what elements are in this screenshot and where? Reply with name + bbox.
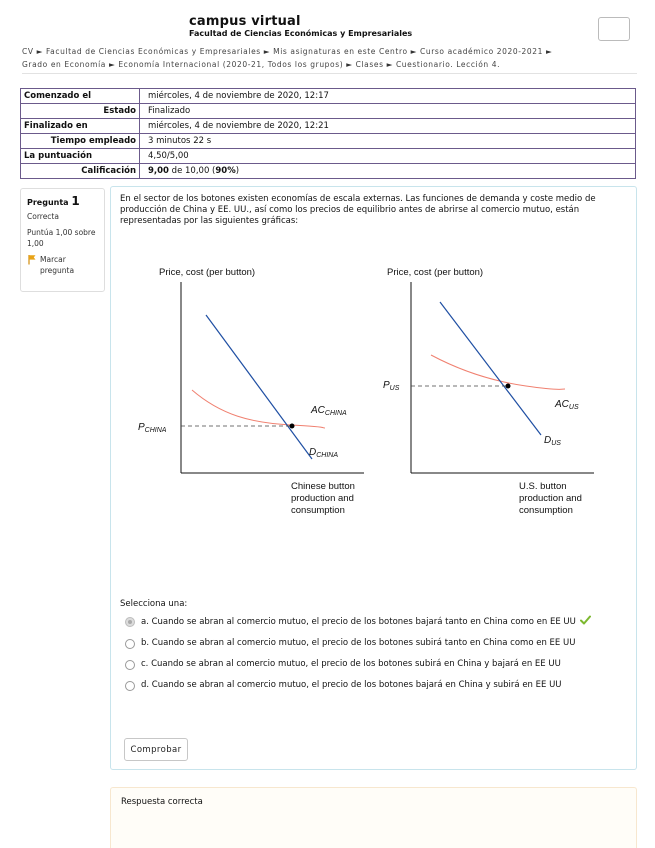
answer-options (125, 615, 625, 700)
answer-option-b[interactable] (125, 637, 625, 650)
breadcrumb-separator-icon: ► (263, 47, 271, 56)
feedback-text: Respuesta correcta (121, 797, 203, 807)
summary-value: Finalizado (140, 104, 636, 119)
summary-label: Estado (21, 104, 140, 119)
question-number-value: 1 (71, 194, 80, 208)
flag-label: Marcar pregunta (40, 255, 75, 275)
answer-option-c[interactable] (125, 658, 625, 671)
header-divider (22, 73, 637, 74)
us-ac-curve (431, 355, 565, 389)
breadcrumb-item[interactable]: Economía Internacional (2020-21, Todos los grupos) (118, 60, 344, 69)
breadcrumb-item[interactable]: Mis asignaturas en este Centro (273, 47, 408, 56)
summary-value: 4,50/5,00 (140, 149, 636, 164)
answer-label-b: b. Cuando se abran al comercio mutuo, el precio de los botones subirá tanto en China como en EE UU (141, 638, 576, 648)
summary-label: La puntuación (21, 149, 140, 164)
breadcrumb-item[interactable]: Facultad de Ciencias Económicas y Empresariales (45, 47, 261, 56)
breadcrumb-item[interactable]: Curso académico 2020-2021 (420, 47, 544, 56)
question-state: Correcta (27, 212, 59, 221)
radio-button-b[interactable] (125, 639, 135, 649)
china-ac-label: $AC_{CHINA}$ (311, 405, 347, 417)
china-demand-line (206, 315, 312, 459)
answer-label-c: c. Cuando se abran al comercio mutuo, el precio de los botones subirá en China y bajará en EE UU (141, 659, 561, 669)
summary-label: Comenzado el (21, 89, 140, 104)
header-menu-button[interactable] (598, 17, 630, 41)
answer-label-d: d. Cuando se abran al comercio mutuo, el precio de los botones bajará en China y subirá en EE UU (141, 680, 562, 690)
breadcrumb-separator-icon: ► (546, 47, 553, 56)
site-title[interactable]: campus virtual (189, 14, 301, 29)
table-row (21, 89, 636, 104)
answer-label-a: a. Cuando se abran al comercio mutuo, el precio de los botones bajará tanto en China como en EE UU (141, 615, 591, 629)
question-number (27, 194, 98, 208)
table-row (21, 119, 636, 134)
china-price-label: $P_{CHINA}$ (138, 422, 167, 434)
summary-value: 3 minutos 22 s (140, 134, 636, 149)
summary-label: Tiempo empleado (21, 134, 140, 149)
us-graph (383, 267, 594, 516)
grade-score: 9,00 (148, 166, 169, 176)
table-row (21, 104, 636, 119)
question-grade: Puntúa 1,00 sobre 1,00 (27, 228, 96, 248)
china-ac-curve (192, 390, 325, 428)
grade-percent: 90% (215, 166, 236, 176)
grade-close: ) (235, 166, 240, 176)
china-graph (138, 267, 364, 516)
breadcrumb-separator-icon: ► (36, 47, 43, 56)
china-equilibrium-point (290, 424, 295, 429)
summary-value: miércoles, 4 de noviembre de 2020, 12:17 (140, 89, 636, 104)
us-price-label: $P_{US}$ (383, 380, 400, 392)
page-header (0, 0, 655, 90)
attempt-summary-table (20, 88, 636, 179)
us-demand-label: $D_{US}$ (544, 435, 561, 447)
breadcrumb-separator-icon: ► (108, 60, 116, 69)
flag-question-link[interactable] (27, 254, 98, 276)
china-demand-label: $D_{CHINA}$ (309, 447, 339, 459)
us-demand-line (440, 302, 541, 435)
breadcrumb-separator-icon: ► (386, 60, 393, 69)
summary-label: Calificación (21, 164, 140, 179)
us-equilibrium-point (506, 384, 511, 389)
us-x-axis-label: U.S. button production and consumption (519, 481, 582, 516)
radio-button-d[interactable] (125, 681, 135, 691)
feedback-panel (110, 787, 637, 848)
correct-check-icon (580, 615, 591, 625)
summary-grade-value (140, 164, 636, 179)
question-text: En el sector de los botones existen economías de escala externas. Las funciones de demanda y coste medio de producción de China y EE. UU., así como los precios de equilibrio antes de abrirse al comercio mutuo, están representadas por las siguientes gráficas: (120, 194, 596, 226)
table-row (21, 134, 636, 149)
table-row (21, 149, 636, 164)
check-button[interactable]: Comprobar (124, 738, 188, 761)
summary-label: Finalizado en (21, 119, 140, 134)
table-row (21, 164, 636, 179)
breadcrumb-item[interactable]: Clases (355, 60, 384, 69)
answer-prompt: Selecciona una: (120, 599, 188, 609)
breadcrumb-item[interactable]: CV (22, 47, 34, 56)
breadcrumb-item-current: Cuestionario. Lección 4. (395, 60, 501, 69)
breadcrumb-separator-icon: ► (410, 47, 418, 56)
grade-text: de 10,00 ( (168, 166, 216, 176)
question-info-panel (20, 188, 105, 292)
china-y-axis-label: Price, cost (per button) (159, 267, 256, 278)
radio-button-a[interactable] (125, 617, 135, 627)
us-y-axis-label: Price, cost (per button) (387, 267, 484, 278)
us-ac-label: $AC_{US}$ (555, 399, 579, 411)
china-x-axis-label: Chinese button production and consumption (291, 481, 355, 516)
site-subtitle: Facultad de Ciencias Económicas y Empresariales (189, 29, 413, 38)
breadcrumb-separator-icon: ► (346, 60, 353, 69)
breadcrumb (22, 45, 622, 71)
radio-button-c[interactable] (125, 660, 135, 670)
flag-icon (27, 254, 37, 265)
question-content (110, 186, 637, 770)
summary-value: miércoles, 4 de noviembre de 2020, 12:21 (140, 119, 636, 134)
answer-option-d[interactable] (125, 679, 625, 692)
supply-demand-graphs (131, 265, 611, 530)
breadcrumb-item[interactable]: Grado en Economía (22, 60, 106, 69)
question-label: Pregunta (27, 198, 69, 207)
answer-option-a[interactable] (125, 615, 625, 629)
